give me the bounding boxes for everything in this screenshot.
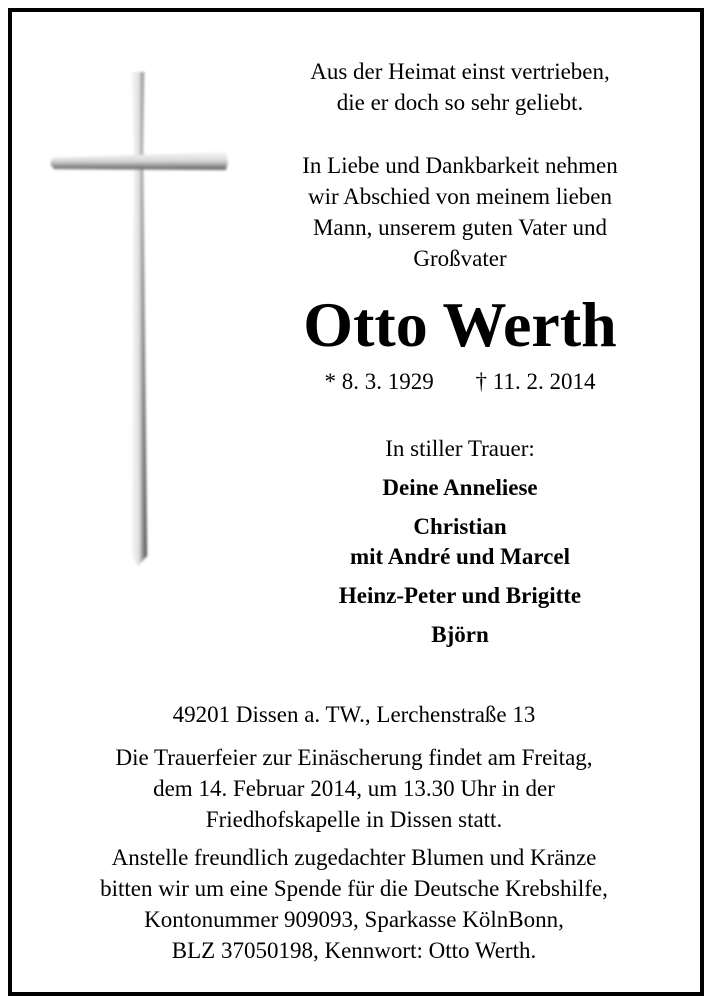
donation-line-1: Anstelle freundlich zugedachter Blumen und Kränze [111, 845, 597, 870]
mourning-line: In stiller Trauer: [385, 436, 535, 461]
mourner-line-1: Deine Anneliese [382, 475, 538, 500]
intro-line-4: Großvater [413, 246, 507, 271]
poem-line-1: Aus der Heimat einst vertrieben, [310, 59, 610, 84]
ceremony-line-2: dem 14. Februar 2014, um 13.30 Uhr in der [153, 776, 555, 801]
birth-date: * 8. 3. 1929 [324, 369, 434, 394]
intro-line-3: Mann, unserem guten Vater und [312, 215, 608, 240]
poem-line-2: die er doch so sehr geliebt. [336, 90, 584, 115]
mourner-line-5: Björn [431, 622, 489, 647]
ceremony-line-1: Die Trauerfeier zur Einäscherung findet am Freitag, [115, 745, 593, 770]
intro-line-1: In Liebe und Dankbarkeit nehmen [302, 153, 618, 178]
donation-line-4: BLZ 37050198, Kennwort: Otto Werth. [171, 938, 537, 963]
donation-line-2: bitten wir um eine Spende für die Deutsche Krebshilfe, [100, 876, 608, 901]
mourner-line-4: Heinz-Peter und Brigitte [338, 583, 582, 608]
deceased-name: Otto Werth [303, 289, 617, 360]
mourner-line-3: mit André und Marcel [350, 544, 570, 569]
donation-line-3: Kontonummer 909093, Sparkasse KölnBonn, [144, 907, 564, 932]
mourner-line-2: Christian [413, 514, 507, 539]
intro-line-2: wir Abschied von meinem lieben [307, 184, 613, 209]
death-date: † 11. 2. 2014 [475, 369, 596, 394]
address: 49201 Dissen a. TW., Lerchenstraße 13 [172, 702, 536, 727]
ceremony-line-3: Friedhofskapelle in Dissen statt. [205, 807, 503, 832]
cross-icon [50, 70, 232, 570]
